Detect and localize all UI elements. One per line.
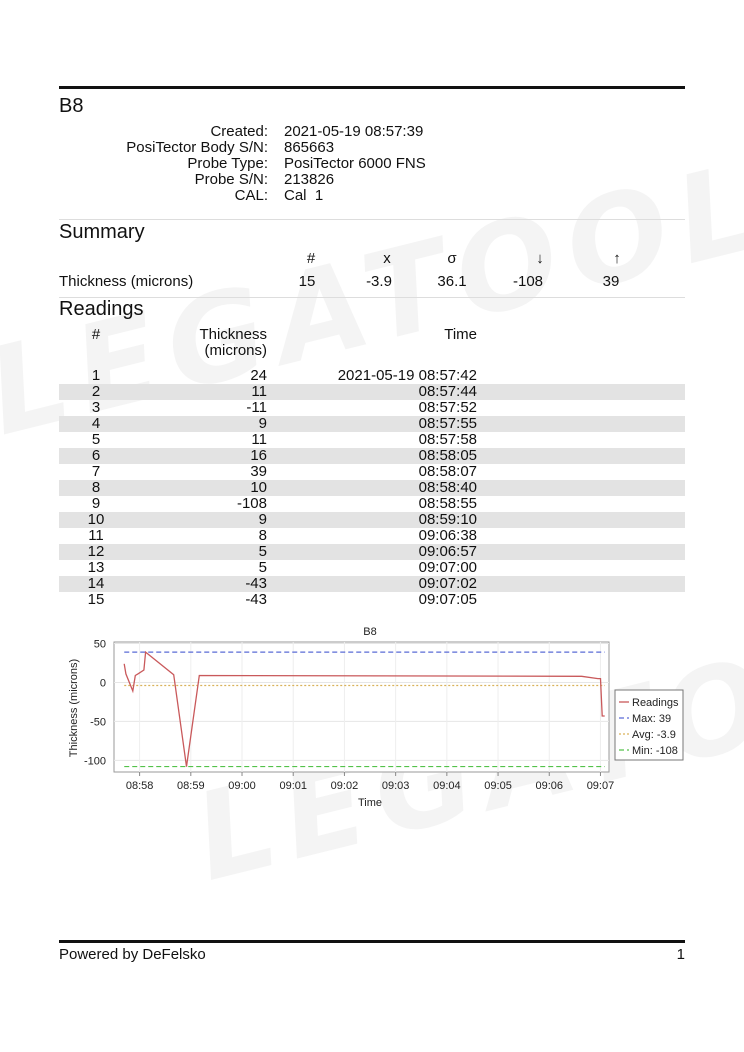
divider (59, 297, 685, 298)
table-row (59, 448, 685, 464)
y-axis-ticks (84, 639, 106, 768)
reading-number: 14 (87, 575, 105, 592)
y-tick-label: -50 (90, 716, 106, 729)
meta-value: 213826 (284, 171, 335, 188)
readings-header-thickness (167, 327, 267, 359)
summary-mean: -3.9 (366, 273, 392, 290)
readings-table (59, 368, 685, 608)
reading-time: 2021-05-19 08:57:42 (337, 367, 477, 384)
table-row (59, 544, 685, 560)
reading-number: 5 (91, 431, 101, 448)
table-row (59, 368, 685, 384)
batch-title: B8 (59, 95, 84, 117)
reading-number: 15 (87, 591, 105, 608)
reading-time: 08:59:10 (418, 511, 477, 528)
x-axis-label: Time (357, 797, 383, 809)
header-rule (59, 86, 685, 89)
readings-header-thickness-line1: Thickness (199, 326, 267, 343)
table-row (59, 528, 685, 544)
x-tick-label: 09:07 (586, 780, 615, 792)
summary-min: -108 (512, 273, 544, 290)
x-tick-label: 09:01 (279, 780, 307, 792)
reading-time: 08:57:58 (418, 431, 477, 448)
summary-header-mean: x (383, 250, 391, 267)
reading-number: 12 (87, 543, 105, 560)
reading-thickness: 9 (258, 415, 267, 432)
divider (59, 219, 685, 220)
meta-block (59, 124, 685, 204)
summary-header-sd: σ (447, 250, 457, 267)
meta-label: Created: (210, 123, 268, 140)
reading-number: 13 (87, 559, 105, 576)
meta-label: Probe S/N: (194, 171, 268, 188)
summary-row-label: Thickness (microns) (59, 273, 194, 290)
reading-time: 08:58:05 (418, 447, 477, 464)
legend-entry: Readings (632, 697, 679, 709)
table-row (59, 576, 685, 592)
reading-time: 08:58:55 (418, 495, 477, 512)
table-row (59, 480, 685, 496)
reading-number: 9 (91, 495, 101, 512)
x-tick-label: 09:03 (381, 780, 410, 792)
legend-entry: Avg: -3.9 (632, 729, 676, 741)
reading-time: 09:07:05 (418, 591, 477, 608)
reading-thickness: -11 (246, 399, 267, 416)
table-row (59, 464, 685, 480)
chart-title: B8 (363, 626, 377, 638)
reading-thickness: 5 (258, 543, 267, 560)
meta-value: 865663 (284, 139, 335, 156)
reading-thickness: -108 (236, 495, 267, 512)
y-axis-label: Thickness (microns) (68, 658, 80, 758)
x-tick-label: 09:06 (535, 780, 564, 792)
table-row (59, 496, 685, 512)
table-row (59, 512, 685, 528)
x-tick-label: 08:59 (177, 780, 205, 792)
y-tick-label: 0 (99, 677, 106, 690)
reading-number: 1 (91, 367, 101, 384)
y-tick-label: 50 (93, 638, 106, 651)
reading-number: 6 (91, 447, 101, 464)
x-tick-label: 09:05 (484, 780, 512, 792)
page-number: 1 (676, 946, 685, 963)
reading-number: 4 (91, 415, 101, 432)
reading-thickness: 24 (250, 367, 267, 384)
summary-row (59, 273, 685, 291)
table-row (59, 400, 685, 416)
reading-time: 09:06:57 (418, 543, 477, 560)
legend-entry: Min: -108 (632, 745, 678, 757)
reading-time: 09:07:02 (418, 575, 477, 592)
readings-header-num: # (91, 326, 101, 343)
chart-legend (615, 690, 683, 760)
readings-chart (62, 620, 692, 815)
reading-thickness: 11 (251, 383, 267, 400)
table-row (59, 432, 685, 448)
meta-value: 2021-05-19 08:57:39 (284, 123, 424, 140)
meta-label: Probe Type: (187, 155, 268, 172)
x-axis-ticks (126, 772, 614, 792)
meta-label: PosiTector Body S/N: (126, 139, 268, 156)
table-row (59, 560, 685, 576)
footer-powered-by: Powered by DeFelsko (59, 946, 206, 963)
table-row (59, 416, 685, 432)
x-tick-label: 08:58 (125, 780, 154, 792)
reading-thickness: -43 (245, 575, 267, 592)
footer-rule (59, 940, 685, 943)
reading-time: 08:57:55 (418, 415, 477, 432)
reading-time: 08:57:52 (418, 399, 477, 416)
reading-thickness: 5 (258, 559, 267, 576)
reading-number: 3 (91, 399, 101, 416)
summary-header-row (59, 250, 685, 268)
reading-number: 7 (91, 463, 101, 480)
table-row (59, 592, 685, 608)
reading-thickness: 10 (250, 479, 267, 496)
chart-svg (62, 620, 692, 815)
reading-thickness: 8 (258, 527, 267, 544)
readings-title: Readings (59, 298, 144, 320)
reading-thickness: 16 (250, 447, 267, 464)
reading-thickness: 11 (251, 431, 267, 448)
y-tick-label: -100 (83, 755, 106, 768)
reading-time: 09:06:38 (418, 527, 477, 544)
meta-label: CAL: (234, 187, 268, 204)
reading-time: 08:58:40 (418, 479, 477, 496)
summary-max: 39 (602, 273, 620, 290)
reading-thickness: 9 (258, 511, 267, 528)
summary-count: 15 (298, 273, 316, 290)
down-arrow-icon: ↓ (536, 250, 544, 267)
x-tick-label: 09:02 (330, 780, 359, 792)
reading-time: 08:58:07 (418, 463, 477, 480)
readings-header-thickness-line2: (microns) (204, 342, 267, 359)
readings-header-time: Time (444, 326, 477, 343)
reading-time: 09:07:00 (418, 559, 477, 576)
reading-number: 10 (87, 511, 105, 528)
table-row (59, 384, 685, 400)
reading-number: 2 (91, 383, 101, 400)
reading-number: 11 (88, 527, 104, 544)
x-tick-label: 09:04 (433, 780, 461, 792)
legend-entry: Max: 39 (632, 713, 672, 725)
x-tick-label: 09:00 (228, 780, 256, 792)
reading-time: 08:57:44 (418, 383, 477, 400)
summary-header-count: # (306, 250, 316, 267)
meta-value: Cal 1 (284, 187, 324, 204)
up-arrow-icon: ↑ (613, 250, 621, 267)
summary-title: Summary (59, 221, 145, 243)
reading-thickness: -43 (245, 591, 267, 608)
reading-number: 8 (91, 479, 101, 496)
reading-thickness: 39 (250, 463, 267, 480)
summary-sd: 36.1 (437, 273, 467, 290)
meta-value: PosiTector 6000 FNS (284, 155, 426, 172)
